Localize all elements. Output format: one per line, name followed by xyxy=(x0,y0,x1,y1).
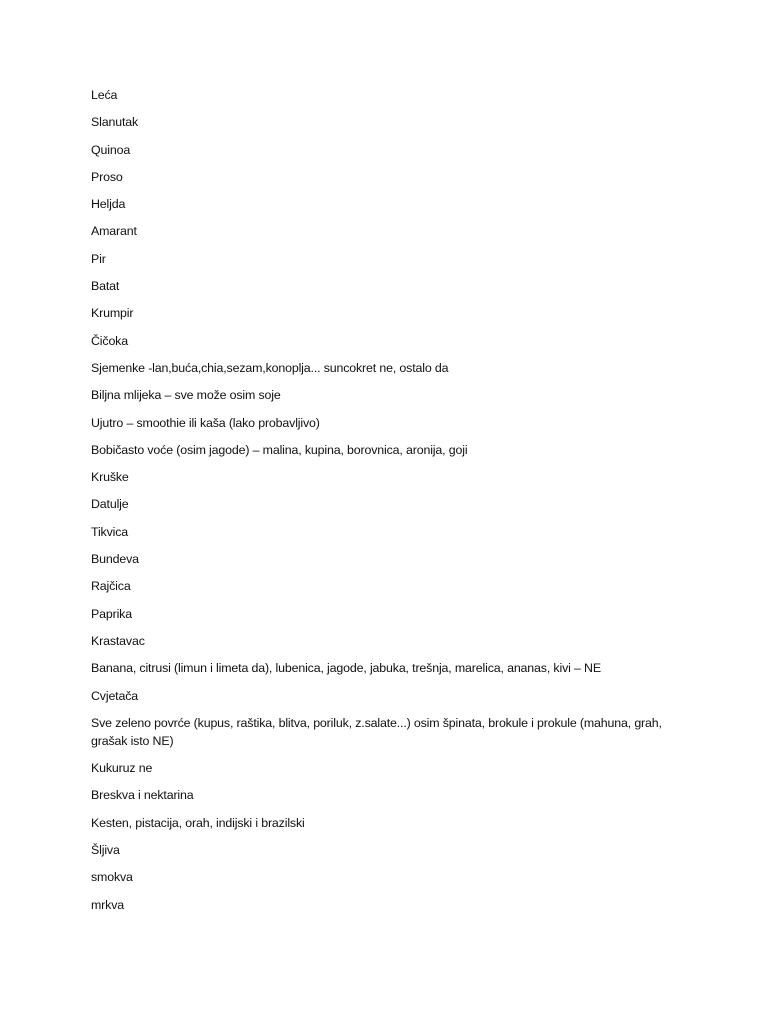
list-item: Datulje xyxy=(91,497,129,512)
list-item: Batat xyxy=(91,279,120,294)
list-item: Rajčica xyxy=(91,579,131,594)
list-item: Paprika xyxy=(91,606,132,621)
list-item: Kruške xyxy=(91,470,129,485)
list-item: Šljiva xyxy=(91,843,120,858)
list-item: Kesten, pistacija, orah, indijski i brazilski xyxy=(91,815,305,830)
list-item: Kukuruz ne xyxy=(91,761,153,776)
list-item: Sve zeleno povrće (kupus, raštika, blitva, poriluk, z.salate...) osim špinata, brokule i prokule (mahuna, grah, grašak isto NE) xyxy=(91,715,662,748)
list-item: Sjemenke -lan,buća,chia,sezam,konoplja... suncokret ne, ostalo da xyxy=(91,360,449,375)
list-item: Bobičasto voće (osim jagode) – malina, kupina, borovnica, aronija, goji xyxy=(91,442,468,457)
list-item: Leća xyxy=(91,88,118,102)
food-list xyxy=(91,86,691,923)
list-item: Slanutak xyxy=(91,115,139,130)
list-item: Pir xyxy=(91,251,106,266)
list-item: Krastavac xyxy=(91,633,145,648)
list-item: Banana, citrusi (limun i limeta da), lubenica, jagode, jabuka, trešnja, marelica, ananas, kivi – NE xyxy=(91,661,601,676)
list-item: Bundeva xyxy=(91,552,139,567)
list-item: Biljna mlijeka – sve može osim soje xyxy=(91,388,281,403)
list-item: Proso xyxy=(91,169,123,184)
list-item: Krumpir xyxy=(91,306,134,321)
list-item: smokva xyxy=(91,870,133,885)
list-item: Breskva i nektarina xyxy=(91,788,194,803)
list-item: Cvjetača xyxy=(91,688,139,703)
list-item: Tikvica xyxy=(91,524,129,539)
list-item: Čičoka xyxy=(91,333,128,348)
list-item: mrkva xyxy=(91,897,124,912)
list-item: Heljda xyxy=(91,197,126,212)
list-item: Ujutro – smoothie ili kaša (lako probavljivo) xyxy=(91,415,320,430)
list-item: Amarant xyxy=(91,224,137,239)
list-item: Quinoa xyxy=(91,142,131,157)
